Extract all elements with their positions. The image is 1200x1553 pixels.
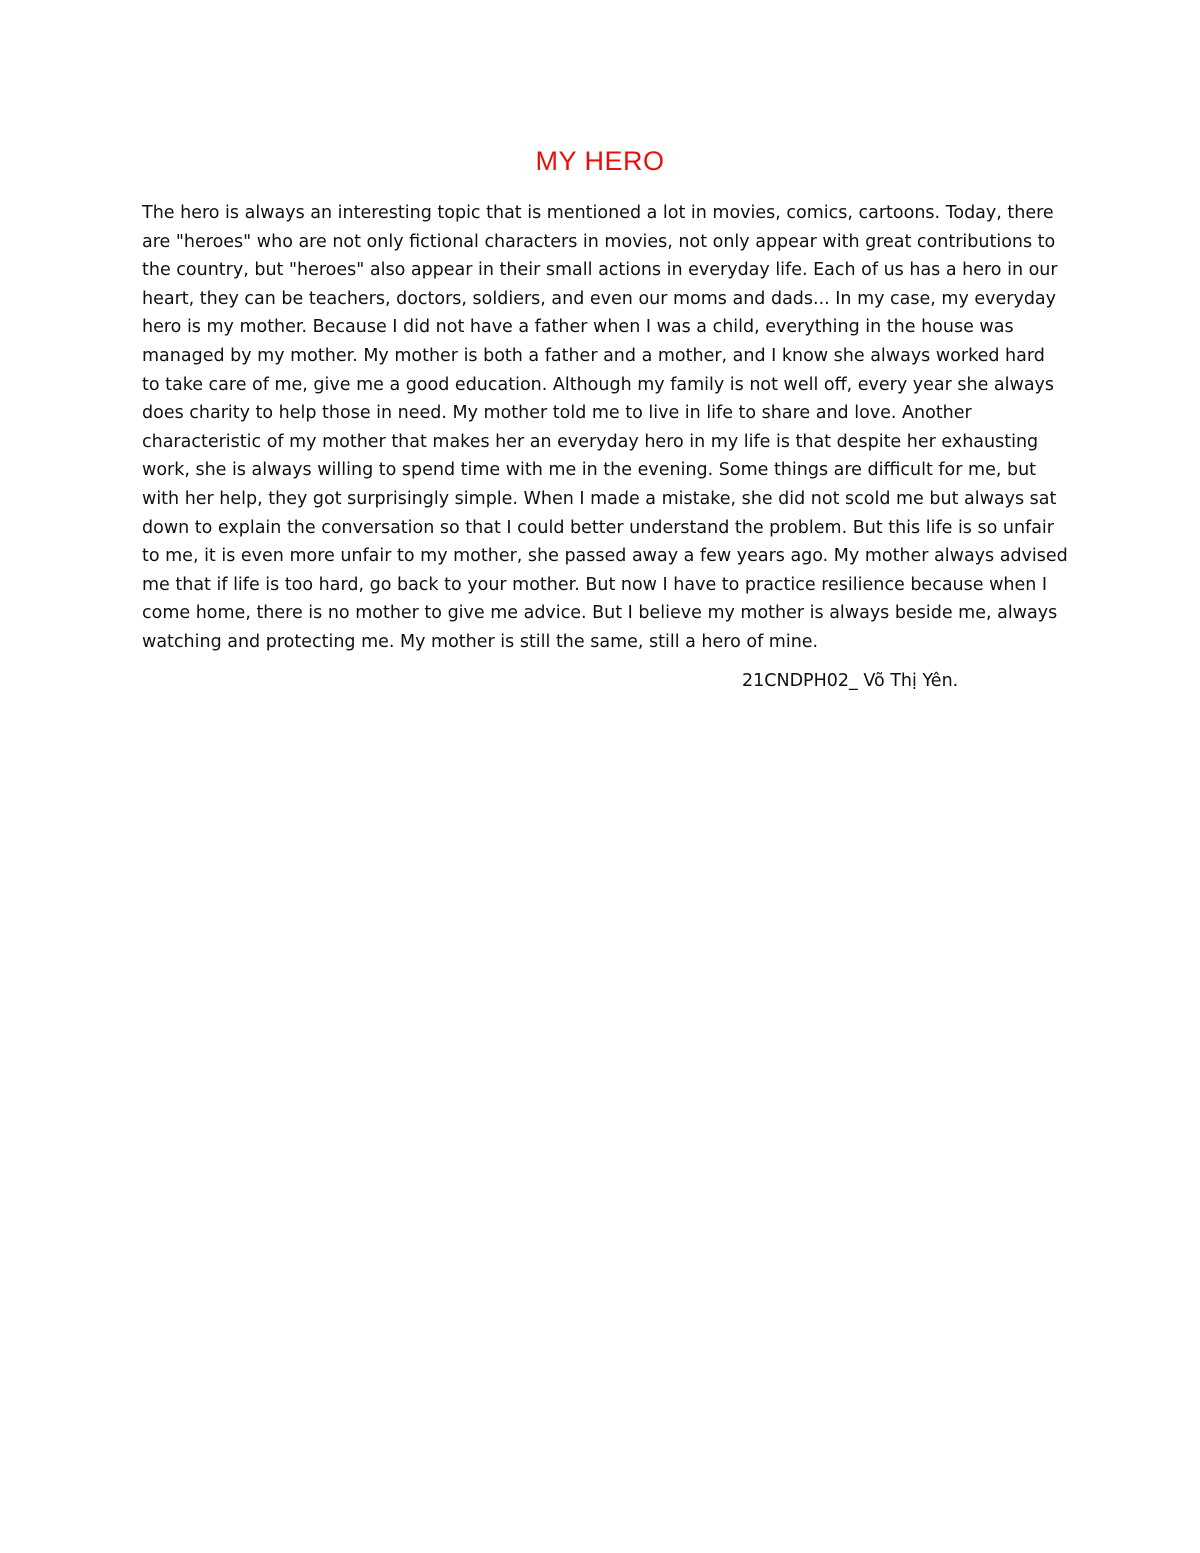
paragraph-line: heart, they can be teachers, doctors, soldiers, and even our moms and dads... In my case, my everyday	[142, 288, 1057, 309]
paragraph-line: to take care of me, give me a good education. Although my family is not well off, every year she always	[142, 374, 1055, 395]
paragraph-line: with her help, they got surprisingly simple. When I made a mistake, she did not scold me but always sat	[142, 488, 1057, 509]
paragraph-line: does charity to help those in need. My mother told me to live in life to share and love. Another	[142, 403, 972, 424]
paragraph-line: come home, there is no mother to give me advice. But I believe my mother is always beside me, always	[142, 603, 1058, 624]
paragraph-line: to me, it is even more unfair to my mother, she passed away a few years ago. My mother always advised	[142, 546, 1068, 567]
paragraph-line: hero is my mother. Because I did not have a father when I was a child, everything in the house was	[142, 317, 1014, 338]
paragraph-line: characteristic of my mother that makes her an everyday hero in my life is that despite her exhausting	[142, 431, 1039, 452]
paragraph-line: watching and protecting me. My mother is still the same, still a hero of mine.	[142, 631, 819, 652]
document-title: MY HERO	[535, 146, 665, 176]
author-signature: 21CNDPH02_ Võ Thị Yên.	[742, 671, 959, 691]
paragraph-line: managed by my mother. My mother is both a father and a mother, and I know she always worked hard	[142, 345, 1045, 366]
paragraph-line: me that if life is too hard, go back to your mother. But now I have to practice resilience because when I	[142, 574, 1048, 595]
paragraph-line: the country, but "heroes" also appear in their small actions in everyday life. Each of us has a hero in our	[142, 260, 1058, 281]
paragraph-line: down to explain the conversation so that I could better understand the problem. But this life is so unfair	[142, 517, 1054, 538]
paragraph-line: work, she is always willing to spend time with me in the evening. Some things are difficult for me, but	[142, 460, 1037, 481]
paragraph-line: are "heroes" who are not only fictional characters in movies, not only appear with great contributions to	[142, 231, 1056, 252]
essay-paragraph	[142, 199, 1082, 657]
paragraph-line: The hero is always an interesting topic that is mentioned a lot in movies, comics, cartoons. Today, there	[142, 203, 1054, 223]
